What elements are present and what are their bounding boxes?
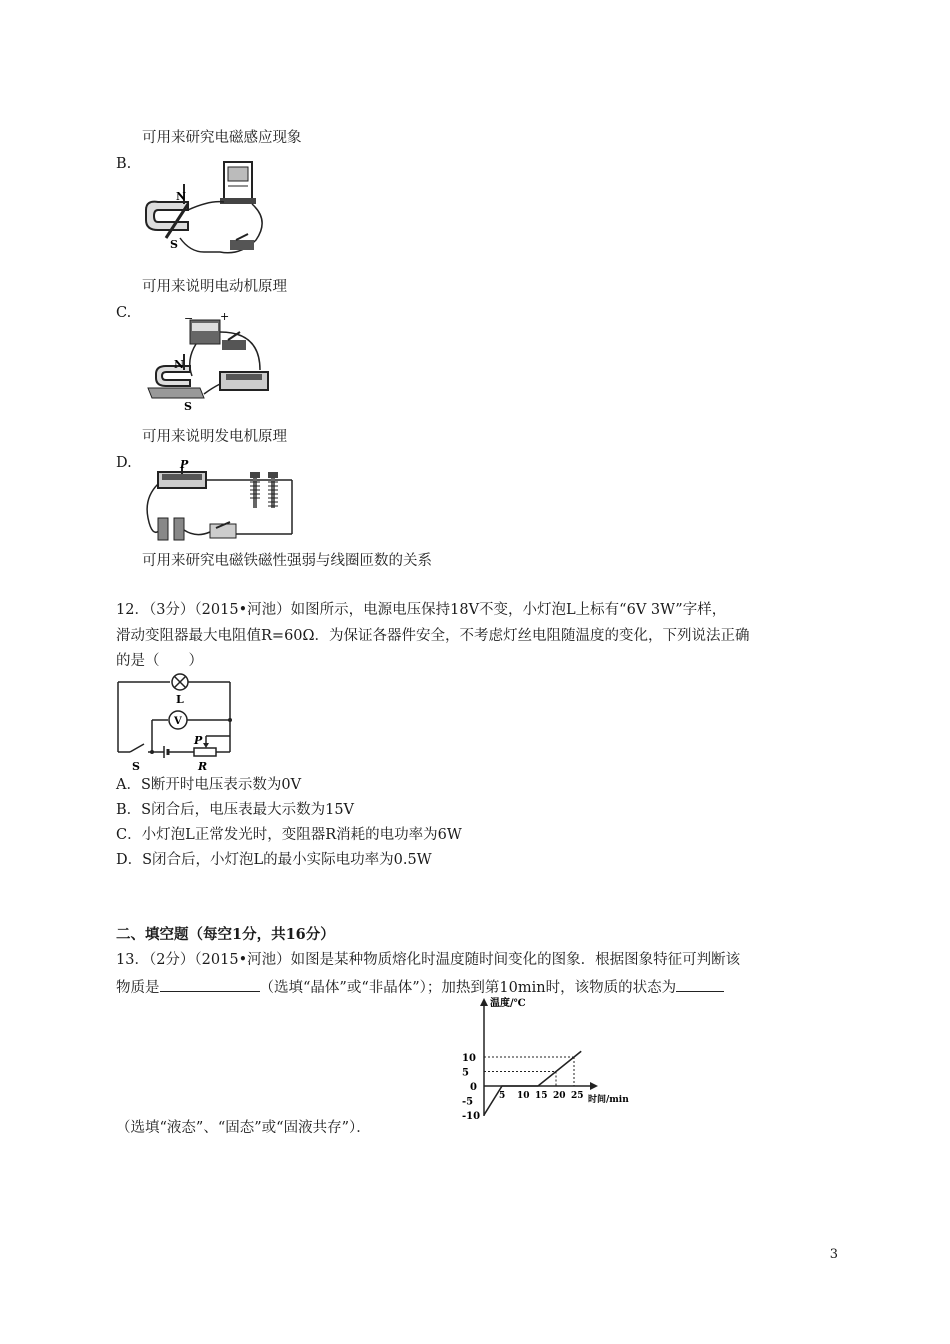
q13-stem-line3: （选填“液态”、“固态”或“固液共存”）． [116,1120,371,1136]
q12-option-a: A．S断开时电压表示数为0V [116,777,302,793]
label-rheostat-r: R [198,760,208,772]
figure-d-electromagnet-circuit [140,458,300,548]
x-tick-label-15: 15 [535,1091,548,1101]
x-tick-label-25: 25 [571,1091,584,1101]
option-b-label: B. [116,156,132,172]
section-title: 二、填空题（每空1分，共16分） [116,926,335,943]
x-axis-arrow [590,1082,598,1090]
y-tick-label-10: 10 [462,1053,476,1064]
q13-melting-chart [458,996,658,1120]
y-tick-label--10: -10 [462,1111,481,1120]
origin-label: 0 [470,1082,477,1093]
q13-stem-line2 [116,976,724,998]
label-lamp-l: L [176,693,184,706]
y-tick-label-5: 5 [462,1067,469,1079]
x-tick-label-20: 20 [553,1091,566,1101]
figure-b-motor-apparatus [140,160,270,260]
q12-circuit-diagram [114,672,244,772]
option-d-label: D. [116,455,132,471]
x-axis-label: 时间/min [588,1095,629,1105]
option-b-caption: 可用来说明电动机原理 [142,279,287,295]
label-n: N [176,190,187,203]
label-s-c: S [184,400,192,410]
page-number: 3 [829,1247,838,1262]
label-minus: − [184,312,194,325]
q13-stem-line1: 13．（2分）（2015•河池）如图是某种物质熔化时温度随时间变化的图象．根据图象特征可判断该 [116,952,741,968]
q12-stem-line3: 的是（ ） [116,653,203,669]
label-switch-s: S [132,760,140,772]
y-axis-arrow [480,998,488,1006]
label-plus: + [220,310,230,323]
x-tick-label-10: 10 [517,1091,530,1101]
option-c-label: C. [116,305,132,321]
q13-text-b: （选填“晶体”或“非晶体”）；加热到第10min时，该物质的状态为 [259,980,677,996]
option-c-caption: 可用来说明发电机原理 [142,429,287,445]
q13-blank-1[interactable] [160,976,260,992]
label-p-d: P [180,458,189,471]
q13-text-a: 物质是 [116,980,160,996]
x-tick-label-5: 5 [499,1091,506,1101]
option-a-caption: 可用来研究电磁感应现象 [142,130,302,146]
q13-blank-2[interactable] [676,976,724,992]
q12-option-c: C．小灯泡L正常发光时，变阻器R消耗的电功率为6W [116,827,462,843]
label-n-c: N [174,358,185,371]
series-line-0 [484,1051,581,1115]
q12-option-d: D．S闭合后，小灯泡L的最小实际电功率为0.5W [116,852,432,868]
label-s: S [170,238,178,251]
q12-stem-line2: 滑动变阻器最大电阻值R=60Ω．为保证各器件安全，不考虑灯丝电阻随温度的变化，下列说法正确 [116,628,750,644]
q12-option-b: B．S闭合后，电压表最大示数为15V [116,802,355,818]
y-tick-label--5: -5 [462,1096,474,1108]
voltmeter-symbol: V [174,716,182,727]
figure-c-generator-apparatus [140,310,280,410]
q12-stem-line1: 12．（3分）（2015•河池）如图所示，电源电压保持18V不变，小灯泡L上标有“6V 3W”字样， [116,602,727,618]
label-slider-p: P [194,734,203,747]
option-d-caption: 可用来研究电磁铁磁性强弱与线圈匝数的关系 [142,553,432,569]
y-axis-label: 温度/℃ [490,998,526,1009]
